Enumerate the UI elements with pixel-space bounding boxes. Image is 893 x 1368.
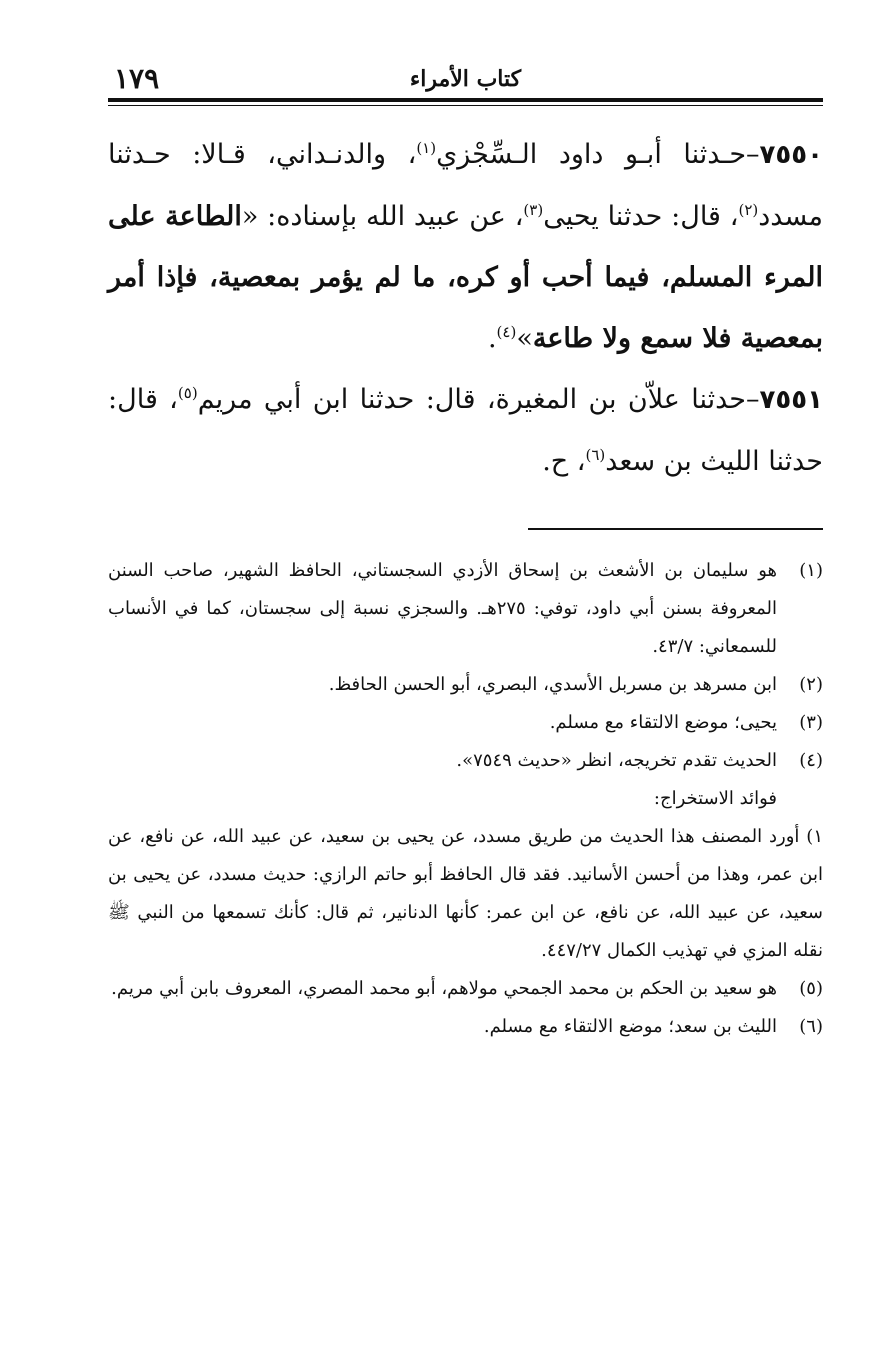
book-title: كتاب الأمراء [409,66,522,92]
footnote-number: (٦) [799,1015,823,1037]
footnote-text: الحديث تقدم تخريجه، انظر «حديث ٧٥٤٩». [456,749,777,771]
footnote-ref[interactable]: (٦) [585,446,606,464]
hadith-number: ٧٥٥٠ [759,140,823,170]
footnote-ref[interactable]: (٥) [177,384,198,402]
isnad-text: ، والدنـداني، قـالا: حـدثنا مسدد [108,139,823,232]
footnote-number: (٣) [799,711,823,733]
footnote-text: هو سليمان بن الأشعث بن إسحاق الأزدي السجستاني، الحافظ الشهير، صاحب السنن المعروفة بسنن أبي داود، توفي: ٢٧٥هـ. والسجزي نسبة إلى سجستان، كما في الأنساب للسمعاني: ٤٣/٧. [108,559,777,657]
footnote-4 [108,742,823,780]
main-text [108,124,823,492]
footnote-divider [528,528,823,530]
period: . [487,323,497,354]
isnad-text: ، عن عبيد الله بإسناده: « [241,201,524,232]
footnote-6 [108,1008,823,1046]
footnote-ref[interactable]: (٢) [738,201,759,219]
footnote-number: (٢) [799,673,823,695]
footnote-ref[interactable]: (١) [416,139,437,157]
footnote-text: الليث بن سعد؛ موضع الالتقاء مع مسلم. [483,1015,777,1037]
footnotes [108,552,823,1046]
footnote-text: هو سعيد بن الحكم بن محمد الجمحي مولاهم، أبو محمد المصري، المعروف بابن أبي مريم. [111,977,777,999]
footnote-3 [108,704,823,742]
isnad-text: ، قال: حدثنا الليث بن سعد [108,384,823,477]
isnad-text: –حـدثنا أبـو داود الـسِّجْزي [436,139,760,170]
footnote-5 [108,970,823,1008]
footnote-text: يحيى؛ موضع الالتقاء مع مسلم. [549,711,777,733]
isnad-text: ، ح. [542,446,586,477]
footnote-ref[interactable]: (٤) [496,323,517,341]
isnad-text: –حدثنا علاّن بن المغيرة، قال: حدثنا ابن أبي مريم [197,384,760,415]
footnote-ref[interactable]: (٣) [523,201,544,219]
footnote-text: ابن مسرهد بن مسربل الأسدي، البصري، أبو الحسن الحافظ. [328,673,777,695]
header-rule-thin [108,105,823,106]
page-number: ١٧٩ [114,62,160,95]
benefits-body: ١) أورد المصنف هذا الحديث من طريق مسدد، عن يحيى بن سعيد، عن عبيد الله، عن نافع، عن ابن عمر، وهذا من أحسن الأسانيد. فقد قال الحافظ أبو حاتم الرازي: حديث مسدد، عن يحيى بن سعيد، عن عبيد الله، عن نافع، عن ابن عمر: كأنها الدنانير، ثم قال: كأنك تسمعها من النبي ﷺ نقله المزي في تهذيب الكمال ٤٤٧/٢٧. [108,825,823,961]
hadith-7551 [108,369,823,492]
quote-close: » [516,323,533,354]
footnote-number: (١) [799,559,823,581]
footnote-2 [108,666,823,704]
header-rule [108,98,823,102]
hadith-7550 [108,124,823,369]
hadith-matn: الطاعة على المرء المسلم، فيما أحب أو كره، ما لم يؤمر بمعصية، فإذا أمر بمعصية فلا سمع ولا طاعة [108,201,823,354]
footnote-number: (٥) [799,977,823,999]
footnote-1 [108,552,823,666]
hadith-number: ٧٥٥١ [759,385,823,415]
page [108,60,823,1046]
benefits-heading: فوائد الاستخراج: [653,787,777,809]
running-header [108,60,823,96]
footnote-number: (٤) [799,749,823,771]
isnad-text: ، قال: حدثنا يحيى [543,201,739,232]
